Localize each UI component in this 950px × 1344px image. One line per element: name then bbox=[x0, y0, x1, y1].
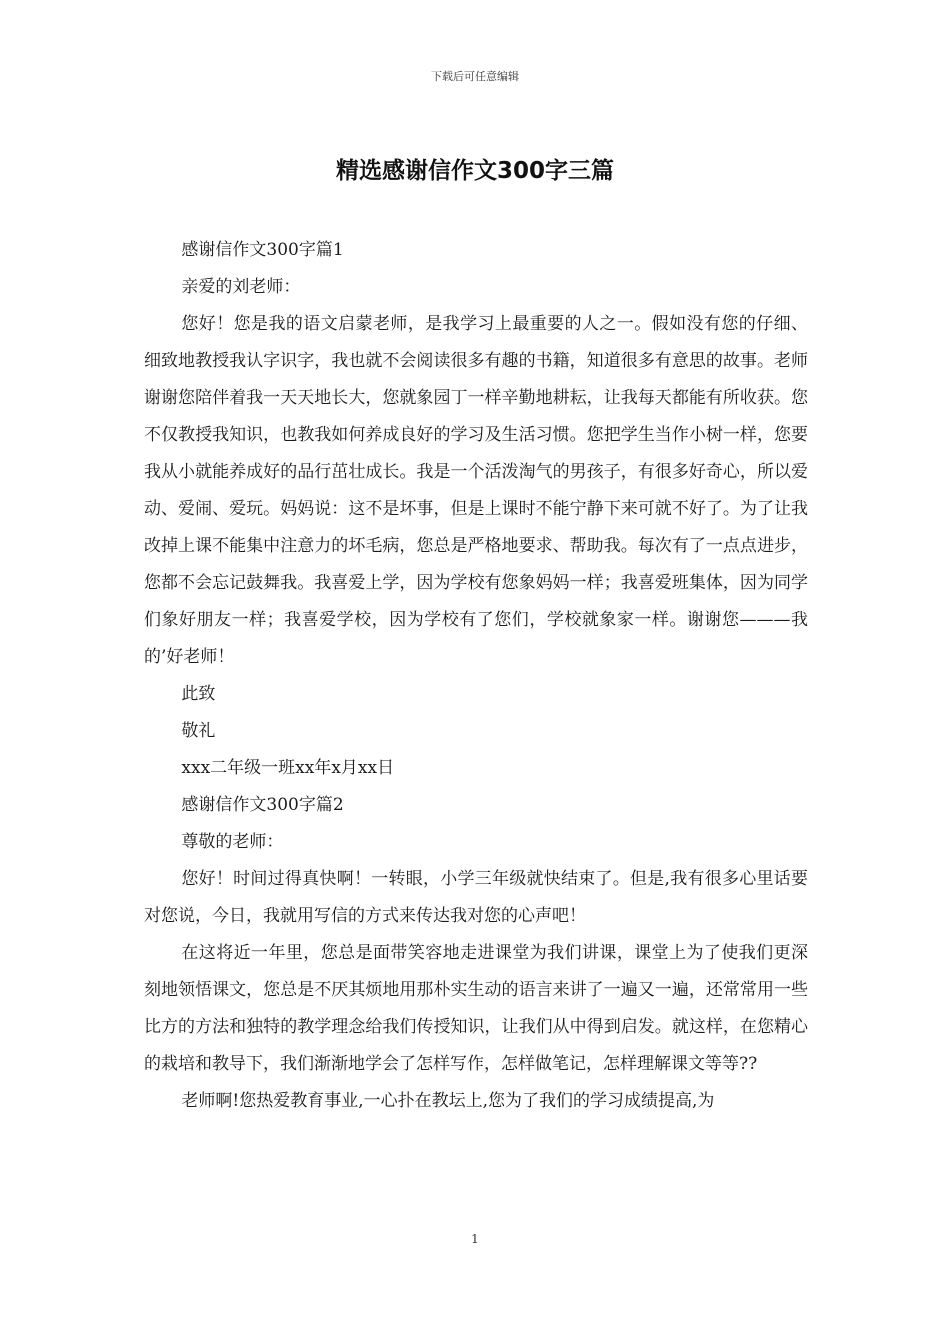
signature-line: xxx二年级一班xx年x月xx日 bbox=[181, 758, 395, 778]
salutation-1: 亲爱的刘老师： bbox=[181, 277, 301, 297]
section-heading-1: 感谢信作文300字篇1 bbox=[181, 240, 344, 260]
body-paragraph: 在这将近一年里，您总是面带笑容地走进课堂为我们讲课，课堂上为了使我们更深刻地领悟课文，您总是不厌其烦地用那朴实生动的语言来讲了一遍又一遍，还常常用一些比方的方法和独特的教学理念给我们传授知识，让我们从中得到启发。就这样，在您精心的栽培和教导下，我们渐渐地学会了怎样写作，怎样做笔记，怎样理解课文等等?? bbox=[144, 943, 808, 1074]
page-number: 1 bbox=[471, 1232, 479, 1246]
header-note: 下载后可任意编辑 bbox=[431, 70, 519, 83]
closing-jingli: 敬礼 bbox=[181, 721, 216, 741]
document-body bbox=[144, 232, 808, 1120]
body-paragraph: 您好！您是我的语文启蒙老师，是我学习上最重要的人之一。假如没有您的仔细、细致地教授我认字识字，我也就不会阅读很多有趣的书籍，知道很多有意思的故事。老师谢谢您陪伴着我一天天地长大，您就象园丁一样辛勤地耕耘，让我每天都能有所收获。您不仅教授我知识，也教我如何养成良好的学习及生活习惯。您把学生当作小树一样，您要我从小就能养成好的品行茁壮成长。我是一个活泼淘气的男孩子，有很多好奇心，所以爱动、爱闹、爱玩。妈妈说：这不是坏事，但是上课时不能宁静下来可就不好了。为了让我改掉上课不能集中注意力的坏毛病，您总是严格地要求、帮助我。每次有了一点点进步，您都不会忘记鼓舞我。我喜爱上学，因为学校有您象妈妈一样；我喜爱班集体，因为同学们象好朋友一样；我喜爱学校，因为学校有了您们，学校就象家一样。谢谢您———我的’好老师！ bbox=[144, 314, 808, 667]
document-title: 精选感谢信作文300字三篇 bbox=[335, 158, 614, 184]
closing-cizhi: 此致 bbox=[181, 684, 216, 704]
salutation-2: 尊敬的老师： bbox=[181, 832, 284, 852]
section-heading-2: 感谢信作文300字篇2 bbox=[181, 795, 344, 815]
body-paragraph: 老师啊!您热爱教育事业,一心扑在教坛上,您为了我们的学习成绩提高,为 bbox=[181, 1091, 715, 1111]
body-paragraph: 您好！时间过得真快啊！一转眼，小学三年级就快结束了。但是,我有很多心里话要对您说，今日，我就用写信的方式来传达我对您的心声吧！ bbox=[144, 869, 808, 926]
